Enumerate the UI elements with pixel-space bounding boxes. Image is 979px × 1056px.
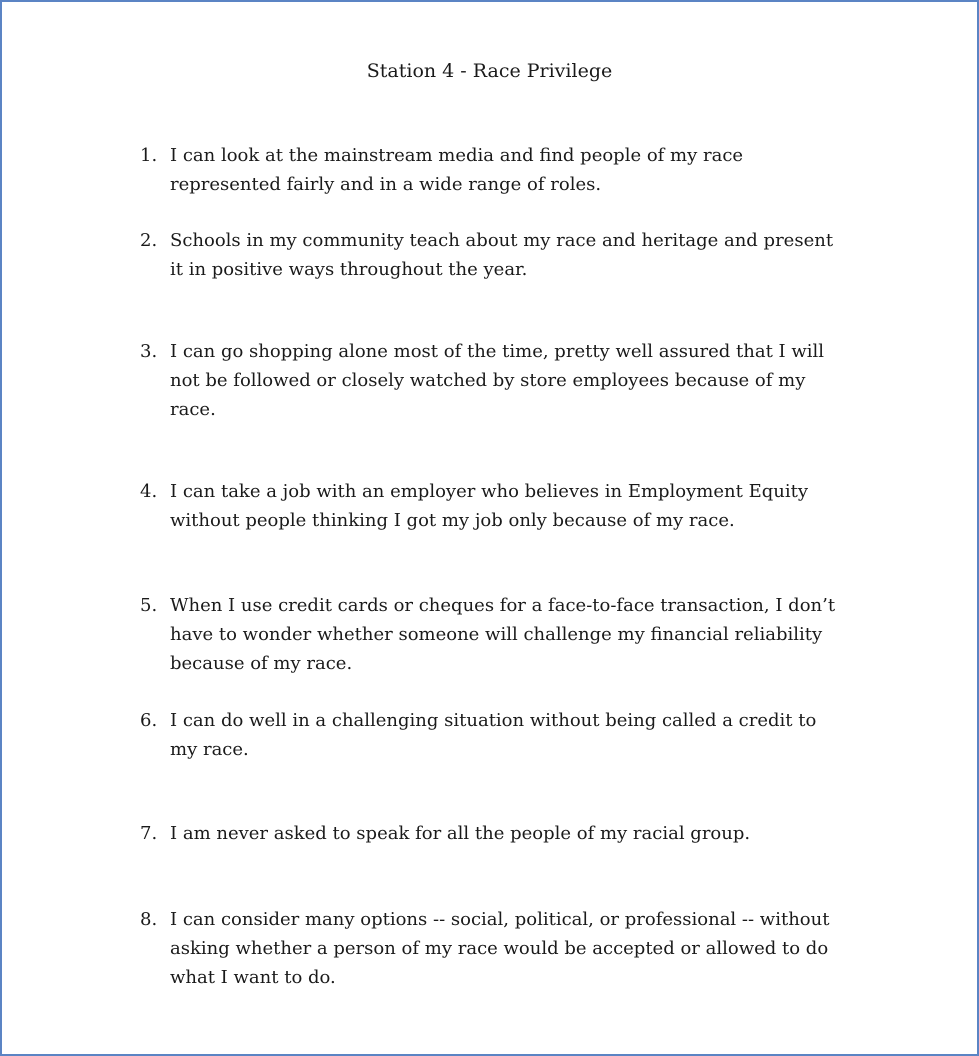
item-number: 3.: [140, 341, 158, 362]
item-text-line: what I want to do.: [170, 967, 336, 988]
item-text-line: Schools in my community teach about my race and heritage and present: [170, 230, 834, 251]
item-number: 2.: [140, 230, 158, 251]
list-item: [140, 591, 880, 678]
item-text-line: I am never asked to speak for all the people of my racial group.: [170, 823, 751, 844]
item-number: 7.: [140, 823, 158, 844]
page-title: Station 4 - Race Privilege: [366, 60, 613, 82]
item-text: [170, 226, 875, 284]
item-text-line: my race.: [170, 739, 249, 760]
item-text-line: not be followed or closely watched by store employees because of my: [170, 370, 806, 391]
item-text-line: without people thinking I got my job only because of my race.: [170, 510, 735, 531]
item-text-line: asking whether a person of my race would be accepted or allowed to do: [170, 938, 829, 959]
item-text-line: I can take a job with an employer who believes in Employment Equity: [170, 481, 808, 502]
item-text-line: I can go shopping alone most of the time, pretty well assured that I will: [170, 341, 825, 362]
item-number: 6.: [140, 710, 158, 731]
item-number: 8.: [140, 909, 158, 930]
item-text: [170, 337, 875, 424]
list-item: [140, 905, 880, 992]
item-text-line: it in positive ways throughout the year.: [170, 259, 528, 280]
list-item: [140, 477, 880, 535]
item-text-line: race.: [170, 399, 216, 420]
list-item: [140, 819, 880, 848]
list-item: [140, 337, 880, 424]
list-item: [140, 141, 880, 199]
item-text-line: I can look at the mainstream media and find people of my race: [170, 145, 744, 166]
item-text: [170, 591, 875, 678]
item-text: [170, 819, 875, 848]
item-text-line: have to wonder whether someone will challenge my financial reliability: [170, 624, 823, 645]
item-number: 4.: [140, 481, 158, 502]
list-item: [140, 706, 880, 764]
item-text-line: When I use credit cards or cheques for a face-to-face transaction, I don’t: [170, 595, 836, 616]
item-text: [170, 141, 875, 199]
item-text-line: I can do well in a challenging situation without being called a credit to: [170, 710, 817, 731]
item-text: [170, 706, 875, 764]
item-text-line: represented fairly and in a wide range of roles.: [170, 174, 602, 195]
item-number: 5.: [140, 595, 158, 616]
item-text: [170, 477, 875, 535]
item-text-line: I can consider many options -- social, political, or professional -- without: [170, 909, 830, 930]
item-number: 1.: [140, 145, 158, 166]
item-text-line: because of my race.: [170, 653, 353, 674]
list-item: [140, 226, 880, 284]
item-text: [170, 905, 875, 992]
